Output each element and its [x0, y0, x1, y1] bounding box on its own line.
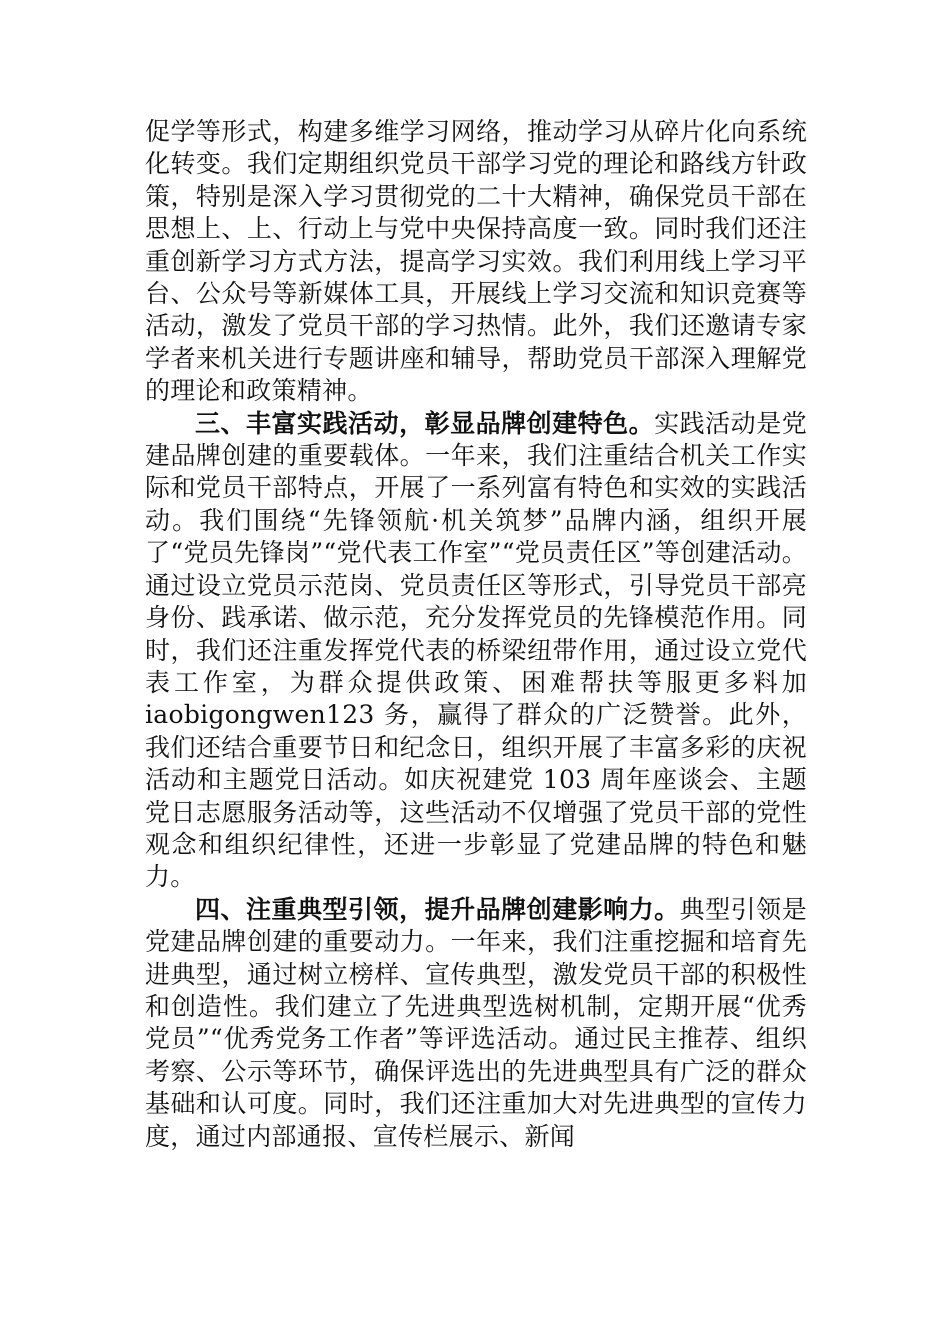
- paragraph-body: 促学等形式，构建多维学习网络，推动学习从碎片化向系统化转变。我们定期组织党员干部学习党的理论和路线方针政策，特别是深入学习贯彻党的二十大精神，确保党员干部在思想上、上、行动上与党中央保持高度一致。同时我们还注重创新学习方式方法，提高学习实效。我们利用线上学习平台、公众号等新媒体工具，开展线上学习交流和知识竞赛等活动，激发了党员干部的学习热情。此外，我们还邀请专家学者来机关进行专题讲座和辅导，帮助党员干部深入理解党的理论和政策精神。: [145, 117, 807, 406]
- paragraph-section-3: [145, 408, 807, 894]
- paragraph-section-4: [145, 894, 807, 1153]
- section-heading: 三、丰富实践活动，彰显品牌创建特色。: [195, 408, 655, 438]
- paragraph-continuation: [145, 116, 807, 408]
- paragraph-body: 实践活动是党建品牌创建的重要载体。一年来，我们注重结合机关工作实际和党员干部特点，开展了一系列富有特色和实效的实践活动。我们围绕“先锋领航·机关筑梦”品牌内涵，组织开展了“党员先锋岗”“党代表工作室”“党员责任区”等创建活动。通过设立党员示范岗、党员责任区等形式，引导党员干部亮身份、践承诺、做示范，充分发挥党员的先锋模范作用。同时，我们还注重发挥党代表的桥梁纽带作用，通过设立党代表工作室，为群众提供政策、困难帮扶等服更多料加 iaobigongwen123 务，赢得了群众的广泛赞誉。此外，我们还结合重要节日和纪念日，组织开展了丰富多彩的庆祝活动和主题党日活动。如庆祝建党 103 周年座谈会、主题党日志愿服务活动等，这些活动不仅增强了党员干部的党性观念和组织纪律性，还进一步彰显了党建品牌的特色和魅力。: [145, 408, 807, 892]
- paragraph-body: 典型引领是党建品牌创建的重要动力。一年来，我们注重挖掘和培育先进典型，通过树立榜样、宣传典型，激发党员干部的积极性和创造性。我们建立了先进典型选树机制，定期开展“优秀党员”“优秀党务工作者”等评选活动。通过民主推荐、组织考察、公示等环节，确保评选出的先进典型具有广泛的群众基础和认可度。同时，我们还注重加大对先进典型的宣传力度，通过内部通报、宣传栏展示、新闻: [145, 894, 807, 1151]
- section-heading: 四、注重典型引领，提升品牌创建影响力。: [195, 894, 680, 924]
- document-body: [145, 116, 807, 1153]
